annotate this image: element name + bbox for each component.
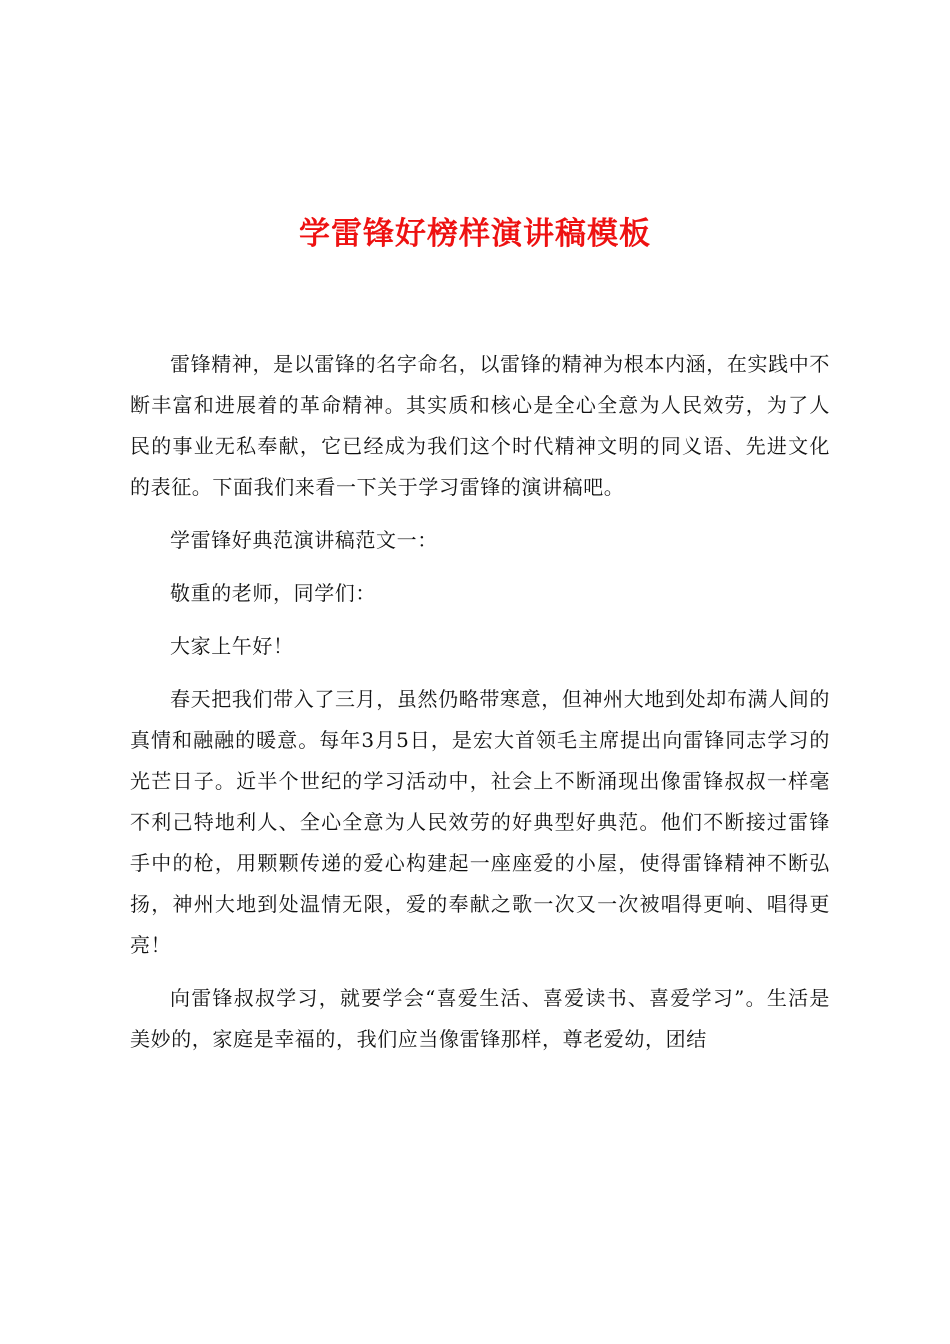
paragraph-salutation: 敬重的老师，同学们： <box>170 581 376 605</box>
paragraph-intro: 雷锋精神，是以雷锋的名字命名，以雷锋的精神为根本内涵，在实践中不断丰富和进展着的革命精神。其实质和核心是全心全意为人民效劳，为了人民的事业无私奉献，它已经成为我们这个时代精神文明的同义语、先进文化的表征。下面我们来看一下关于学习雷锋的演讲稿吧。 <box>130 352 830 499</box>
paragraph-learn-from-leifeng: 向雷锋叔叔学习，就要学会“喜爱生活、喜爱读书、喜爱学习”。生活是美妙的，家庭是幸福的，我们应当像雷锋那样，尊老爱幼，团结 <box>130 986 830 1051</box>
paragraph-greeting: 大家上午好！ <box>170 634 294 658</box>
paragraph-spring: 春天把我们带入了三月，虽然仍略带寒意，但神州大地到处却布满人间的真情和融融的暖意。每年3月5日，是宏大首领毛主席提出向雷锋同志学习的光芒日子。近半个世纪的学习活动中，社会上不断涌现出像雷锋叔叔一样毫不利己特地利人、全心全意为人民效劳的好典型好典范。他们不断接过雷锋手中的枪，用颗颗传递的爱心构建起一座座爱的小屋，使得雷锋精神不断弘扬，神州大地到处温情无限，爱的奉献之歌一次又一次被唱得更响、唱得更亮！ <box>130 687 830 957</box>
document-body <box>130 344 830 1072</box>
paragraph-section-heading: 学雷锋好典范演讲稿范文一： <box>170 528 438 552</box>
document-title: 学雷锋好榜样演讲稿模板 <box>299 216 651 252</box>
